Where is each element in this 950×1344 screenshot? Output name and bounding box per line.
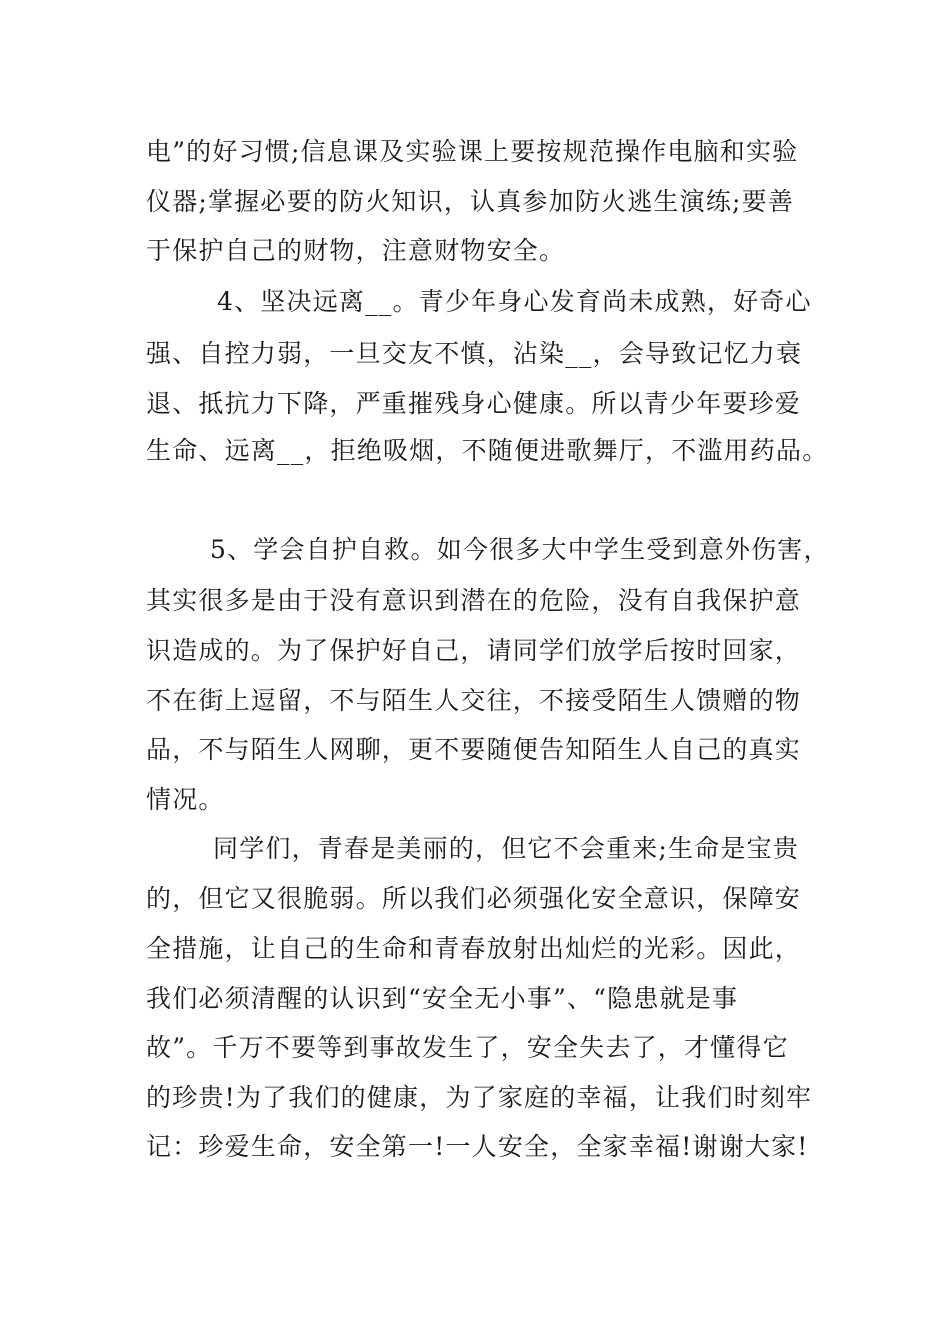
paragraph-4-line-6: 的珍贵!为了我们的健康，为了家庭的幸福，让我们时刻牢: [146, 1083, 813, 1112]
paragraph-3-line-3: 识造成的。为了保护好自己，请同学们放学后按时回家，: [146, 636, 802, 665]
paragraph-4-line-7: 记：珍爱生命，安全第一!一人安全，全家幸福!谢谢大家!: [146, 1132, 809, 1161]
paragraph-2-line-3: 退、抵抗力下降，严重摧残身心健康。所以青少年要珍爱: [146, 389, 802, 418]
paragraph-2-line-4: 生命、远离__，拒绝吸烟，不随便进歌舞厅，不滥用药品。: [146, 436, 829, 465]
paragraph-3-line-4: 不在街上逗留，不与陌生人交往，不接受陌生人馈赠的物: [146, 686, 802, 715]
paragraph-2-line-1: 4、坚决远离__。青少年身心发育尚未成熟，好奇心: [217, 287, 812, 316]
paragraph-1-line-1: 电”的好习惯;信息课及实验课上要按规范操作电脑和实验: [146, 137, 799, 166]
paragraph-4-line-4: 我们必须清醒的认识到“安全无小事”、“隐患就是事: [146, 984, 739, 1013]
paragraph-4-line-3: 全措施，让自己的生命和青春放射出灿烂的光彩。因此，: [146, 934, 802, 963]
paragraph-1-line-2: 仪器;掌握必要的防火知识，认真参加防火逃生演练;要善: [146, 187, 795, 216]
paragraph-2-line-2: 强、自控力弱，一旦交友不慎，沾染__，会导致记忆力衰: [146, 339, 803, 368]
paragraph-1-line-3: 于保护自己的财物，注意财物安全。: [146, 236, 566, 265]
paragraph-4-line-2: 的，但它又很脆弱。所以我们必须强化安全意识，保障安: [146, 884, 802, 913]
paragraph-3-line-1: 5、学会自护自救。如今很多大中学生受到意外伤害，: [210, 535, 830, 564]
paragraph-3-line-5: 品，不与陌生人网聊，更不要随便告知陌生人自己的真实: [146, 735, 802, 764]
paragraph-4-line-1: 同学们，青春是美丽的，但它不会重来;生命是宝贵: [213, 834, 800, 863]
paragraph-4-line-5: 故”。千万不要等到事故发生了，安全失去了，才懂得它: [146, 1033, 789, 1062]
paragraph-3-line-6: 情况。: [146, 785, 225, 814]
paragraph-3-line-2: 其实很多是由于没有意识到潜在的危险，没有自我保护意: [146, 586, 802, 615]
